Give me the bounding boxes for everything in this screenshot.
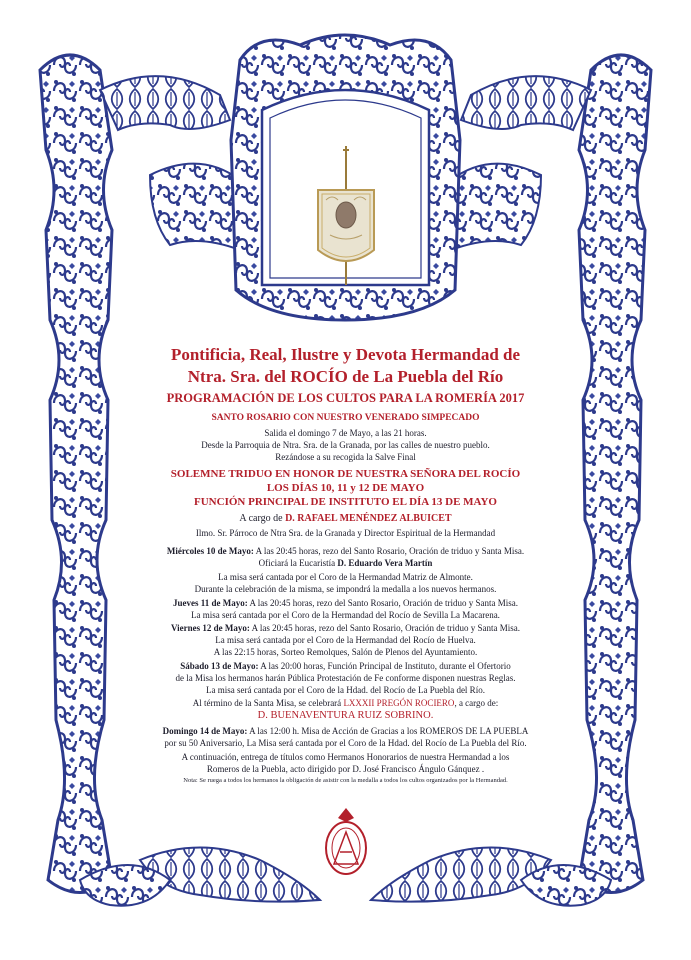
rosario-line2: Desde la Parroquia de Ntra. Sra. de la Granada, por las calles de nuestro pueblo.	[201, 440, 490, 450]
sabado-line3: La misa será cantada por el Coro de la Hdad. del Rocío de La Puebla del Río.	[206, 685, 485, 695]
jueves-text: A las 20:45 horas, rezo del Santo Rosario, Oración de triduo y Santa Misa.	[247, 598, 518, 608]
triduo-dias: LOS DÍAS 10, 11 y 12 DE MAYO	[266, 482, 425, 494]
miercoles-oficia: Oficiará la Eucaristía	[258, 558, 338, 568]
sabado-pregon: LXXXII PREGÓN ROCIERO	[343, 698, 455, 708]
miercoles-text: A las 20:45 horas, rezo del Santo Rosario, Oración de triduo y Santa Misa.	[253, 546, 525, 556]
miercoles-line1	[150, 545, 541, 557]
programacion-heading: PROGRAMACIÓN DE LOS CULTOS PARA LA ROMERÍA 2017	[166, 391, 525, 405]
domingo-text: A las 12:00 h. Misa de Acción de Gracias a los ROMEROS DE LA PUEBLA	[247, 726, 529, 736]
viernes-line1	[150, 622, 541, 634]
jueves-day: Jueves 11 de Mayo:	[173, 598, 248, 608]
domingo-line4: Romeros de la Puebla, acto dirigido por D. José Francisco Ángulo Gánquez .	[206, 764, 485, 774]
cargo-name: D. RAFAEL MENÉNDEZ ALBUICET	[285, 513, 452, 524]
cargo-description: Ilmo. Sr. Párroco de Ntra Sra. de la Granada y Director Espiritual de la Hermandad	[195, 528, 496, 538]
rosario-line3: Rezándose a su recogida la Salve Final	[275, 452, 416, 462]
funcion-principal: FUNCIÓN PRINCIPAL DE INSTITUTO EL DÍA 13 DE MAYO	[194, 496, 497, 508]
jueves-line2: La misa será cantada por el Coro de la Hermandad del Rocío de Sevilla La Macarena.	[191, 610, 500, 620]
miercoles-line2	[150, 557, 541, 569]
sabado-line4	[150, 697, 541, 709]
sabado-text: A las 20:00 horas, Función Principal de Instituto, durante el Ofertorio	[258, 661, 511, 671]
rosario-title: SANTO ROSARIO CON NUESTRO VENERADO SIMPECADO	[211, 413, 480, 423]
viernes-text: A las 20:45 horas, rezo del Santo Rosario, Oración de triduo y Santa Misa.	[249, 623, 521, 633]
miercoles-day: Miércoles 10 de Mayo:	[166, 546, 254, 556]
sabado-pregon-pre: Al término de la Santa Misa, se celebrará	[192, 698, 344, 708]
hermandad-title-line2: Ntra. Sra. del ROCÍO de La Puebla del Río	[187, 367, 504, 386]
sabado-day: Sábado 13 de Mayo:	[180, 661, 259, 671]
rosario-line1: Salida el domingo 7 de Mayo, a las 21 horas.	[264, 428, 427, 438]
hermandad-seal-icon	[326, 808, 366, 874]
miercoles-line4: Durante la celebración de la misma, se impondrá la medalla a los nuevos hermanos.	[194, 584, 497, 594]
domingo-line2: por su 50 Aniversario, La Misa será cantada por el Coro de la Hdad. del Rocío de La Puebla del Río.	[164, 738, 527, 748]
hermandad-title-line1: Pontificia, Real, Ilustre y Devota Hermandad de	[170, 345, 521, 364]
viernes-day: Viernes 12 de Mayo:	[170, 623, 250, 633]
jueves-line1	[150, 597, 541, 609]
viernes-line2: La misa será cantada por el Coro de la Hermandad del Rocío de Huelva.	[215, 635, 476, 645]
nota: Nota: Se ruega a todos los hermanos la obligación de asistir con la medalla a todos los cultos organizados por la Hermandad.	[183, 777, 508, 784]
sabado-pregon-post: , a cargo de:	[454, 698, 499, 708]
triduo-title: SOLEMNE TRIDUO EN HONOR DE NUESTRA SEÑORA DEL ROCÍO	[170, 468, 521, 480]
miercoles-line3: La misa será cantada por el Coro de la Hermandad Matriz de Almonte.	[218, 572, 473, 582]
viernes-line3: A las 22:15 horas, Sorteo Remolques, Salón de Plenos del Ayuntamiento.	[213, 647, 478, 657]
cargo-line	[150, 513, 541, 525]
sabado-line1	[150, 660, 541, 672]
domingo-line3: A continuación, entrega de títulos como Hermanos Honorarios de nuestra Hermandad a los	[181, 752, 510, 762]
pregonero-name: D. BUENAVENTURA RUIZ SOBRINO.	[257, 710, 434, 721]
miercoles-celebrante: D. Eduardo Vera Martín	[337, 558, 433, 568]
domingo-line1	[150, 725, 541, 737]
cargo-prefix: A cargo de	[239, 513, 283, 524]
domingo-day: Domingo 14 de Mayo:	[162, 726, 248, 736]
sabado-line2: de la Misa los hermanos harán Pública Protestación de Fe conforme disponen nuestras Reglas.	[175, 673, 516, 683]
